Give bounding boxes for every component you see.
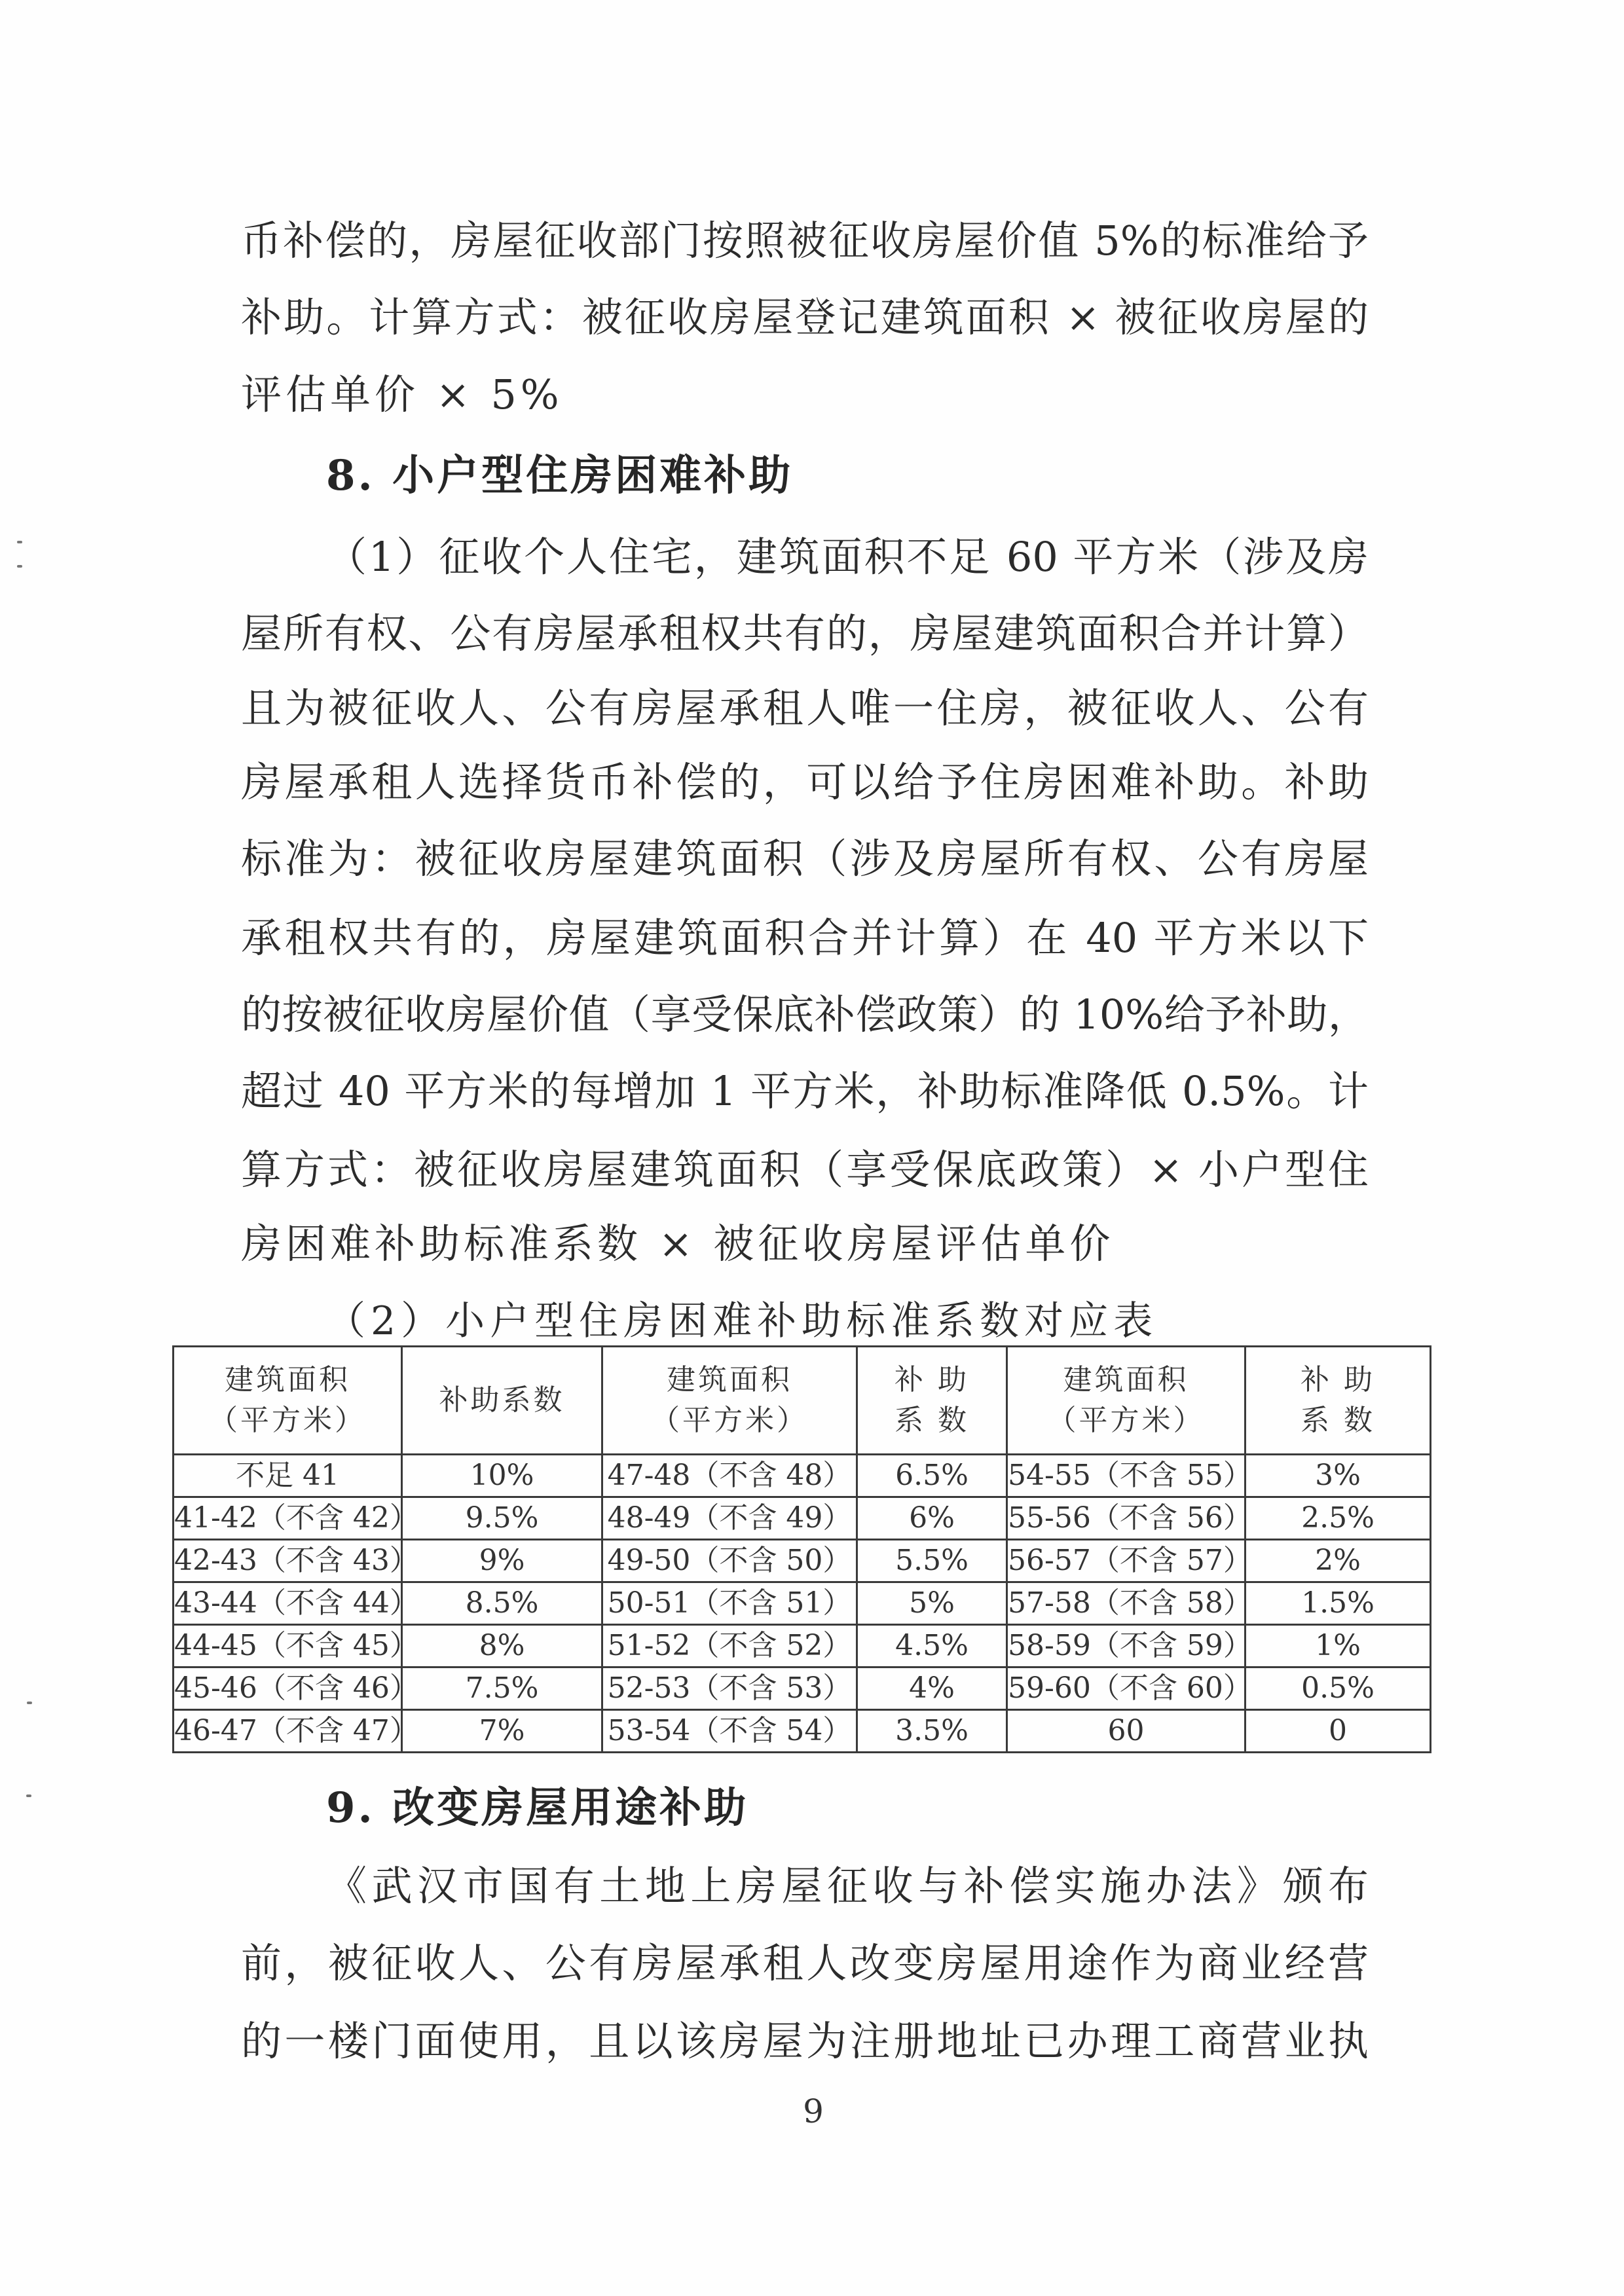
table-cell-area-range: 51-52（不含 52） <box>602 1625 857 1667</box>
header-area-2: 建筑面积 （平方米） <box>602 1347 857 1455</box>
scan-mark <box>26 1795 31 1797</box>
table-cell-area-range: 60 <box>1007 1710 1246 1753</box>
table-cell-area-range: 43-44（不含 44） <box>174 1582 402 1625</box>
table-cell-area-range: 不足 41 <box>174 1455 402 1497</box>
table-cell-area-range: 58-59（不含 59） <box>1007 1625 1246 1667</box>
table-body <box>174 1455 1431 1753</box>
text-line: 且为被征收人、公有房屋承租人唯一住房，被征收人、公有 <box>241 684 1369 732</box>
scan-mark <box>17 565 22 568</box>
table-header-row <box>174 1347 1431 1455</box>
text-line: 标准为：被征收房屋建筑面积（涉及房屋所有权、公有房屋 <box>241 835 1369 883</box>
table-cell-coefficient: 8% <box>402 1625 602 1667</box>
subsidy-coefficient-table <box>172 1345 1431 1753</box>
text-line: 房困难补助标准系数 × 被征收房屋评估单价 <box>241 1220 1115 1267</box>
text-line: 前，被征收人、公有房屋承租人改变房屋用途作为商业经营 <box>241 1939 1369 1987</box>
table-row <box>174 1540 1431 1582</box>
table-cell-area-range: 49-50（不含 50） <box>602 1540 857 1582</box>
table-cell-area-range: 42-43（不含 43） <box>174 1540 402 1582</box>
table-cell-area-range: 45-46（不含 46） <box>174 1667 402 1710</box>
header-area-3: 建筑面积 （平方米） <box>1007 1347 1246 1455</box>
table-row <box>174 1625 1431 1667</box>
table-cell-coefficient: 3.5% <box>857 1710 1007 1753</box>
scan-mark <box>27 1702 32 1704</box>
table-cell-coefficient: 2% <box>1246 1540 1431 1582</box>
text-line: 币补偿的，房屋征收部门按照被征收房屋价值 5%的标准给予 <box>241 217 1369 264</box>
table-cell-coefficient: 10% <box>402 1455 602 1497</box>
header-coefficient-2: 补 助 系 数 <box>857 1347 1007 1455</box>
table-cell-area-range: 52-53（不含 53） <box>602 1667 857 1710</box>
table-cell-coefficient: 1.5% <box>1246 1582 1431 1625</box>
table-cell-coefficient: 1% <box>1246 1625 1431 1667</box>
text-line: 承租权共有的，房屋建筑面积合并计算）在 40 平方米以下 <box>241 914 1369 962</box>
table-cell-area-range: 47-48（不含 48） <box>602 1455 857 1497</box>
table-cell-area-range: 50-51（不含 51） <box>602 1582 857 1625</box>
table-cell-coefficient: 4.5% <box>857 1625 1007 1667</box>
page-number: 9 <box>803 2092 824 2130</box>
section-heading-8: 8. 小户型住房困难补助 <box>326 451 794 500</box>
table-cell-coefficient: 9.5% <box>402 1497 602 1540</box>
section-heading-9: 9. 改变房屋用途补助 <box>326 1783 749 1832</box>
table-row <box>174 1455 1431 1497</box>
table-cell-area-range: 54-55（不含 55） <box>1007 1455 1246 1497</box>
table-cell-area-range: 46-47（不含 47） <box>174 1710 402 1753</box>
table-cell-coefficient: 9% <box>402 1540 602 1582</box>
table-cell-coefficient: 3% <box>1246 1455 1431 1497</box>
table-cell-coefficient: 4% <box>857 1667 1007 1710</box>
text-line: 超过 40 平方米的每增加 1 平方米，补助标准降低 0.5%。计 <box>241 1067 1369 1115</box>
header-area-1: 建筑面积 （平方米） <box>174 1347 402 1455</box>
table-cell-area-range: 41-42（不含 42） <box>174 1497 402 1540</box>
table-cell-area-range: 56-57（不含 57） <box>1007 1540 1246 1582</box>
table-cell-coefficient: 0 <box>1246 1710 1431 1753</box>
table-cell-area-range: 55-56（不含 56） <box>1007 1497 1246 1540</box>
table-cell-area-range: 44-45（不含 45） <box>174 1625 402 1667</box>
table-row <box>174 1710 1431 1753</box>
text-line: 评估单价 × 5% <box>241 371 563 418</box>
table-cell-coefficient: 5.5% <box>857 1540 1007 1582</box>
table-cell-area-range: 57-58（不含 58） <box>1007 1582 1246 1625</box>
table-cell-coefficient: 5% <box>857 1582 1007 1625</box>
text-line: 《武汉市国有土地上房屋征收与补偿实施办法》颁布 <box>326 1862 1369 1910</box>
table-cell-coefficient: 2.5% <box>1246 1497 1431 1540</box>
table-row <box>174 1497 1431 1540</box>
scan-mark <box>17 541 22 543</box>
text-line: 的一楼门面使用，且以该房屋为注册地址已办理工商营业执 <box>241 2017 1369 2065</box>
table-row <box>174 1582 1431 1625</box>
table-cell-coefficient: 8.5% <box>402 1582 602 1625</box>
text-line: （1）征收个人住宅，建筑面积不足 60 平方米（涉及房 <box>326 533 1369 581</box>
table-cell-coefficient: 0.5% <box>1246 1667 1431 1710</box>
text-line: 房屋承租人选择货币补偿的，可以给予住房困难补助。补助 <box>241 758 1369 806</box>
text-line: 算方式：被征收房屋建筑面积（享受保底政策）× 小户型住 <box>241 1146 1369 1194</box>
table-cell-coefficient: 6% <box>857 1497 1007 1540</box>
table-cell-area-range: 48-49（不含 49） <box>602 1497 857 1540</box>
header-coefficient-3: 补 助 系 数 <box>1246 1347 1431 1455</box>
table-cell-coefficient: 7.5% <box>402 1667 602 1710</box>
table-cell-coefficient: 7% <box>402 1710 602 1753</box>
table-caption: （2）小户型住房困难补助标准系数对应表 <box>326 1298 1158 1344</box>
text-line: 屋所有权、公有房屋承租权共有的，房屋建筑面积合并计算） <box>241 610 1369 657</box>
table-cell-coefficient: 6.5% <box>857 1455 1007 1497</box>
text-line: 的按被征收房屋价值（享受保底补偿政策）的 10%给予补助， <box>241 991 1369 1038</box>
table-cell-area-range: 59-60（不含 60） <box>1007 1667 1246 1710</box>
text-line: 补助。计算方式：被征收房屋登记建筑面积 × 被征收房屋的 <box>241 293 1369 341</box>
header-coefficient-1: 补助系数 <box>402 1347 602 1455</box>
table-cell-area-range: 53-54（不含 54） <box>602 1710 857 1753</box>
table-row <box>174 1667 1431 1710</box>
